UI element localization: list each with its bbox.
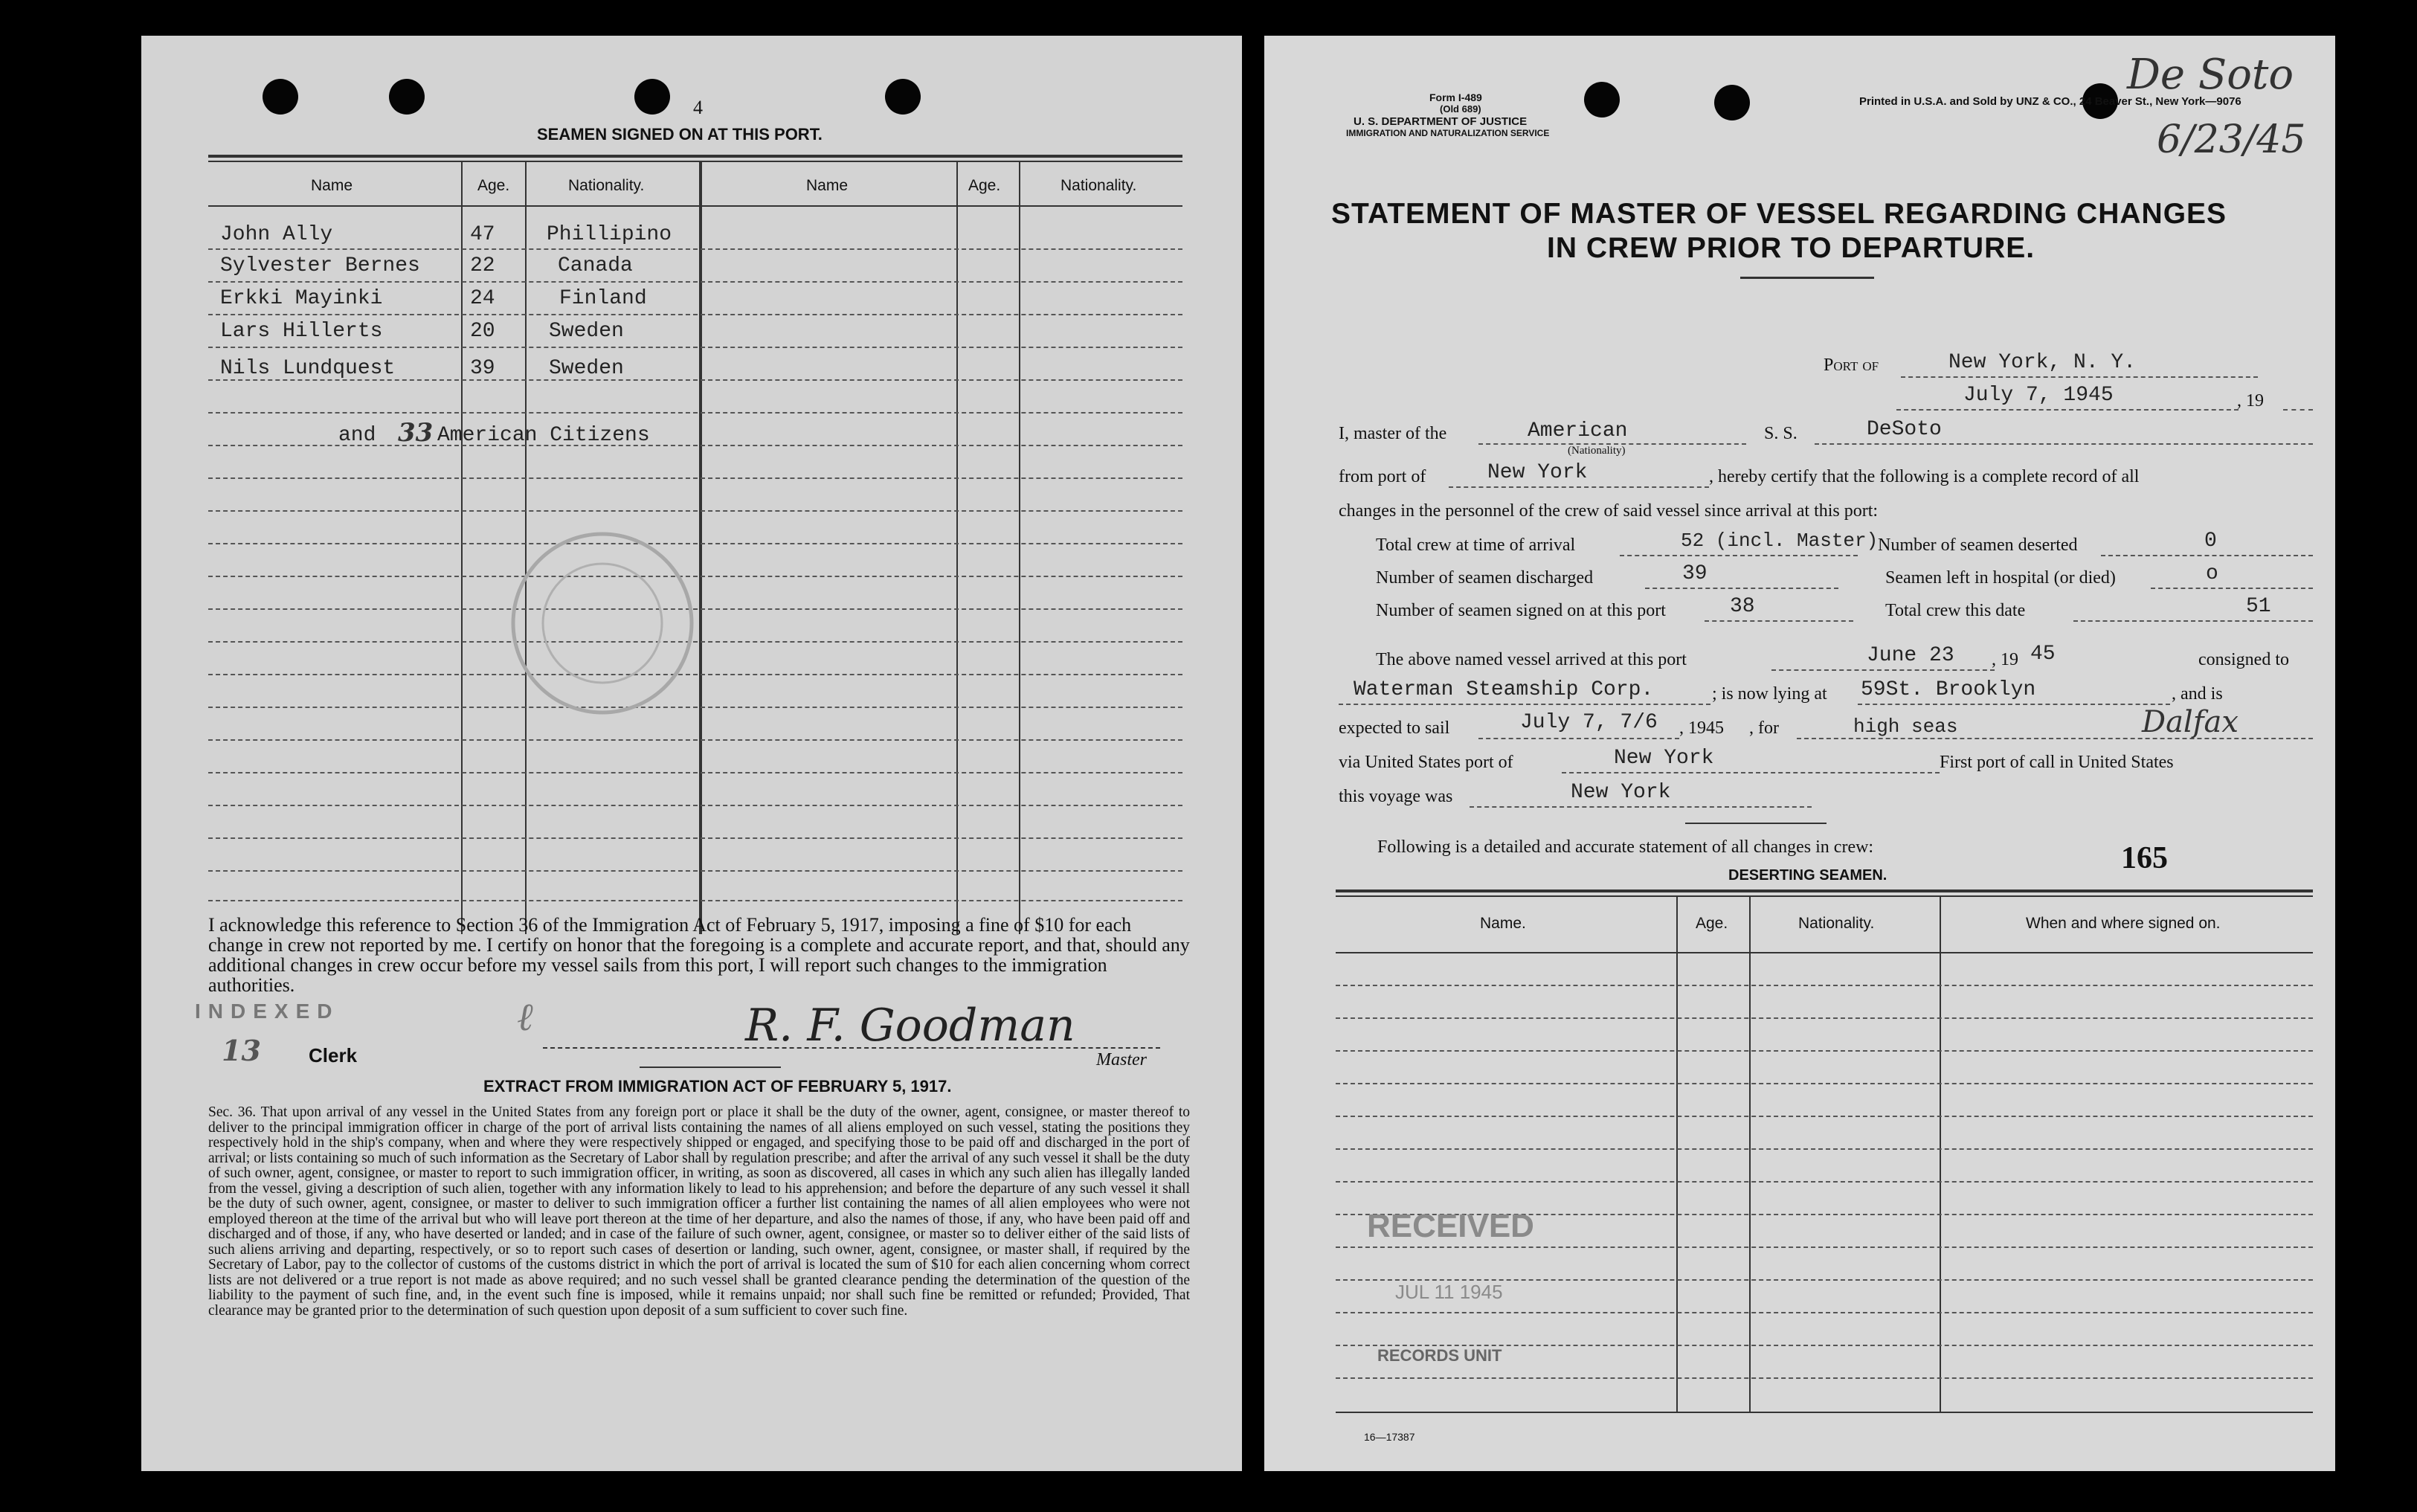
- fill-line: [2073, 620, 2313, 622]
- american-count: 33: [398, 418, 434, 448]
- column-header: Nationality.: [1798, 915, 1875, 932]
- column-rule: [1940, 895, 1941, 1412]
- form-number: Form I-489: [1429, 91, 1482, 103]
- row-rule: [1336, 1050, 2313, 1052]
- nationality-value: American: [1528, 419, 1628, 443]
- circular-stamp: [491, 512, 714, 735]
- row-rule: [1336, 1148, 2313, 1150]
- via-label: via United States port of: [1339, 753, 1513, 772]
- expected-value: July 7, 7/6: [1520, 711, 1658, 734]
- arrived-year-label: , 19: [1992, 650, 2018, 669]
- consigned-label: consigned to: [2198, 650, 2289, 669]
- form-title: STATEMENT OF MASTER OF VESSEL REGARDING CHANGES: [1331, 198, 2227, 230]
- master-signature: R. F. Goodman: [745, 1000, 1075, 1052]
- for-label: , for: [1749, 718, 1779, 738]
- deserted-label: Number of seamen deserted: [1878, 535, 2078, 555]
- row-rule: [208, 870, 1182, 872]
- lying-label: ; is now lying at: [1712, 684, 1827, 704]
- punch-hole: [1714, 85, 1750, 120]
- fill-line: [1339, 704, 1710, 705]
- signed-on-label: Number of seamen signed on at this port: [1376, 601, 1666, 620]
- signed-on-value: 38: [1730, 595, 1755, 618]
- voyage-value: New York: [1571, 781, 1671, 804]
- table-bottom-rule: [1336, 1412, 2313, 1413]
- and-is-label: , and is: [2172, 684, 2223, 704]
- left-page: [141, 36, 1242, 1471]
- handwritten-mark: ℓ: [517, 995, 533, 1040]
- records-unit-stamp: RECORDS UNIT: [1377, 1346, 1502, 1365]
- total-crew-date-label: Total crew this date: [1885, 601, 2026, 620]
- consignee-value: Waterman Steamship Corp.: [1354, 678, 1654, 701]
- extract-title: EXTRACT FROM IMMIGRATION ACT OF FEBRUARY 5, 1917.: [483, 1077, 952, 1096]
- ss-value: DeSoto: [1867, 418, 1942, 441]
- received-date: JUL 11 1945: [1395, 1281, 1503, 1303]
- fill-line: [2101, 555, 2313, 556]
- column-header: Name: [311, 177, 353, 194]
- deserting-title: DESERTING SEAMEN.: [1728, 867, 1887, 884]
- deserted-value: 0: [2204, 530, 2217, 553]
- fill-line: [2283, 409, 2313, 411]
- divider-rule: [1685, 823, 1827, 824]
- right-page: [1264, 36, 2335, 1471]
- signature-line: [543, 1047, 1160, 1049]
- column-header: Name: [806, 177, 849, 194]
- for-handwritten: Dalfax: [2142, 705, 2239, 739]
- old-form-number: (Old 689): [1440, 103, 1481, 115]
- seaman-nationality: Sweden: [549, 357, 624, 380]
- total-crew-arrival-label: Total crew at time of arrival: [1376, 535, 1576, 555]
- ss-label: S. S.: [1764, 424, 1798, 443]
- certify-text: , hereby certify that the following is a complete record of all: [1709, 467, 2140, 486]
- table-top-rule: [208, 161, 1182, 162]
- column-header: Name.: [1480, 915, 1526, 932]
- fill-line: [1771, 669, 1995, 671]
- total-crew-arrival-value: 52 (incl. Master): [1681, 530, 1879, 552]
- master-of-label: I, master of the: [1339, 424, 1447, 443]
- punch-hole: [634, 79, 670, 115]
- american-line-prefix: and: [338, 424, 376, 447]
- following-text: Following is a detailed and accurate statement of all changes in crew:: [1377, 837, 1874, 857]
- row-rule: [1336, 1246, 2313, 1248]
- from-port-label: from port of: [1339, 467, 1426, 486]
- column-header: Nationality.: [1061, 177, 1137, 194]
- column-rule: [1749, 895, 1751, 1412]
- certify-text: changes in the personnel of the crew of said vessel since arrival at this port:: [1339, 501, 1879, 521]
- serial-number: 165: [2121, 841, 2168, 875]
- fill-line: [1858, 704, 2170, 705]
- arrived-year-value: 45: [2030, 643, 2056, 666]
- annotation-ship: De Soto: [2127, 51, 2294, 99]
- row-rule: [208, 805, 1182, 806]
- date-value: July 7, 1945: [1963, 384, 2114, 407]
- row-rule: [208, 739, 1182, 741]
- fill-line: [1478, 738, 1679, 739]
- table-top-rule: [208, 155, 1182, 158]
- table-header-rule: [208, 205, 1182, 207]
- nationality-caption: (Nationality): [1568, 445, 1626, 457]
- seaman-name: Nils Lundquest: [220, 357, 396, 380]
- extract-body: Sec. 36. That upon arrival of any vessel in the United States from any foreign port or place it shall be the duty of the owner, agent, consignee, or master thereof to deliver to the principal immigration officer in charge of the port of arrival lists containing the names of all aliens employed on such vessel, stating the positions they respectively hold in the ship's company, when and where they were respectively shipped or engaged, and specifying those to be paid off and discharged in the port of arrival; or lists containing so much of such information as the Secretary of Labor shall by regulation prescribe; and after the arrival of any such vessel it shall be the duty of such owner, agent, consignee, or master to report to such immigration officer, in writing, as soon as discovered, all cases in which any such alien has illegally landed from the vessel, giving a description of such alien, together with any information likely to lead to his apprehension; and before the departure of any such vessel it shall be the duty of such owner, agent, consignee, or master to deliver to such immigration officer a further list containing the names of all alien employees who were not employed thereon at the time of the arrival but who will leave port thereon at the time of her departure, and also the names of those, if any, who have been paid off and discharged and of those, if any, who have deserted or landed; and in case of the failure of such owner, agent, consignee, or master so to deliver either of the said lists of such aliens arriving and departing, respectively, or so to report such cases of desertion or landing, such owner, agent, consignee, or master shall, if required by the Secretary of Labor, pay to the collector of customs of the customs district in which the port of arrival is located the sum of $10 for each alien concerning whom correct lists are not delivered or a true report is not made as above required; and no such vessel shall be granted clearance pending the determination of the question of the liability to the payment of such fine, and, in the event such fine is imposed, while it remains unpaid; nor shall such fine be remitted or refunded; Provided, That clearance may be granted prior to the determination of such question upon deposit of a sum sufficient to cover such fine.: [208, 1104, 1190, 1319]
- title-underline: [1740, 277, 1874, 279]
- row-rule: [208, 248, 1182, 250]
- fill-line: [1705, 620, 1853, 622]
- seaman-name: Sylvester Bernes: [220, 254, 420, 277]
- column-rule: [956, 161, 958, 934]
- column-header: When and where signed on.: [2026, 915, 2221, 932]
- seaman-age: 39: [470, 357, 495, 380]
- row-rule: [1336, 1116, 2313, 1117]
- punch-hole: [1584, 82, 1620, 118]
- seaman-name: Erkki Mayinki: [220, 287, 383, 310]
- from-port-value: New York: [1487, 461, 1588, 484]
- table-top-rule: [1336, 895, 2313, 897]
- row-rule: [208, 347, 1182, 348]
- expected-year: , 1945: [1679, 718, 1724, 738]
- acknowledgment-text: I acknowledge this reference to Section 36 of the Immigration Act of February 5, 1917, imposing a fine of $10 for each change in crew not reported by me. I certify on honor that the foregoing is a complete and accurate report, and that, should any additional changes in crew occur before my vessel sails from this port, I will report such changes to the immigration authorities.: [208, 914, 1190, 996]
- fill-line: [1815, 443, 2313, 445]
- column-header: Age.: [1696, 915, 1728, 932]
- punch-hole: [885, 79, 921, 115]
- voyage-label: this voyage was: [1339, 787, 1453, 806]
- fill-line: [1901, 376, 2258, 378]
- punch-hole: [389, 79, 425, 115]
- row-rule: [1336, 1181, 2313, 1183]
- discharged-value: 39: [1682, 562, 1708, 585]
- seaman-name: John Ally: [220, 223, 333, 246]
- row-rule: [208, 772, 1182, 773]
- date-suffix: , 19: [2237, 391, 2264, 411]
- row-rule: [1336, 1377, 2313, 1379]
- discharged-label: Number of seamen discharged: [1376, 568, 1594, 588]
- column-rule: [461, 161, 463, 934]
- seaman-nationality: Phillipino: [547, 223, 672, 246]
- via-value: New York: [1614, 747, 1714, 770]
- page-number: 4: [693, 97, 703, 118]
- fill-line: [1449, 486, 1709, 488]
- first-port-label: First port of call in United States: [1940, 753, 2174, 772]
- fill-line: [1470, 806, 1812, 808]
- department: U. S. DEPARTMENT OF JUSTICE: [1354, 115, 1528, 128]
- row-rule: [208, 900, 1182, 901]
- service: IMMIGRATION AND NATURALIZATION SERVICE: [1346, 128, 1550, 138]
- row-rule: [208, 314, 1182, 315]
- clerk-initials: 13: [222, 1034, 261, 1067]
- row-rule: [1336, 1083, 2313, 1084]
- seaman-age: 47: [470, 223, 495, 246]
- row-rule: [208, 281, 1182, 283]
- master-label: Master: [1096, 1050, 1147, 1069]
- total-crew-date-value: 51: [2246, 595, 2271, 618]
- row-rule: [208, 837, 1182, 839]
- fill-line: [1645, 588, 1838, 589]
- row-rule: [208, 412, 1182, 414]
- lying-value: 59St. Brooklyn: [1861, 678, 2036, 701]
- print-code: 16—17387: [1364, 1431, 1415, 1443]
- row-rule: [1336, 1312, 2313, 1313]
- clerk-label: Clerk: [309, 1044, 358, 1067]
- fill-line: [2151, 588, 2313, 589]
- annotation-date: 6/23/45: [2157, 118, 2306, 162]
- fill-line: [1562, 772, 1940, 773]
- row-rule: [1336, 985, 2313, 986]
- hospital-value: o: [2206, 562, 2218, 585]
- american-line-suffix: American Citizens: [437, 424, 650, 447]
- column-header: Age.: [477, 177, 510, 194]
- received-stamp: RECEIVED: [1367, 1208, 1534, 1244]
- seaman-nationality: Sweden: [549, 320, 624, 343]
- arrived-label: The above named vessel arrived at this port: [1376, 650, 1687, 669]
- column-header: Age.: [968, 177, 1001, 194]
- for-value: high seas: [1853, 715, 1958, 738]
- punch-hole: [263, 79, 298, 115]
- port-label: Port of: [1824, 356, 1879, 375]
- seaman-nationality: Canada: [558, 254, 633, 277]
- divider-rule: [640, 1067, 781, 1068]
- hospital-label: Seamen left in hospital (or died): [1885, 568, 2116, 588]
- seaman-age: 22: [470, 254, 495, 277]
- seaman-age: 20: [470, 320, 495, 343]
- column-header: Nationality.: [568, 177, 645, 194]
- table-header-rule: [1336, 952, 2313, 953]
- fill-line: [1896, 409, 2239, 411]
- section-title: SEAMEN SIGNED ON AT THIS PORT.: [537, 125, 823, 144]
- fill-line: [1620, 555, 1858, 556]
- column-rule: [1019, 161, 1020, 934]
- arrived-value: June 23: [1867, 644, 1954, 667]
- seaman-nationality: Finland: [559, 287, 647, 310]
- port-value: New York, N. Y.: [1948, 351, 2137, 374]
- row-rule: [1336, 1017, 2313, 1019]
- seaman-age: 24: [470, 287, 495, 310]
- row-rule: [208, 477, 1182, 479]
- form-title: IN CREW PRIOR TO DEPARTURE.: [1547, 232, 2035, 264]
- seaman-name: Lars Hillerts: [220, 320, 383, 343]
- column-rule: [1676, 895, 1678, 1412]
- indexed-stamp: INDEXED: [195, 1000, 340, 1023]
- printer-note: Printed in U.S.A. and Sold by UNZ & CO., 24 Beaver St., New York—9076: [1859, 95, 2241, 108]
- table-top-rule: [1336, 889, 2313, 892]
- expected-label: expected to sail: [1339, 718, 1450, 738]
